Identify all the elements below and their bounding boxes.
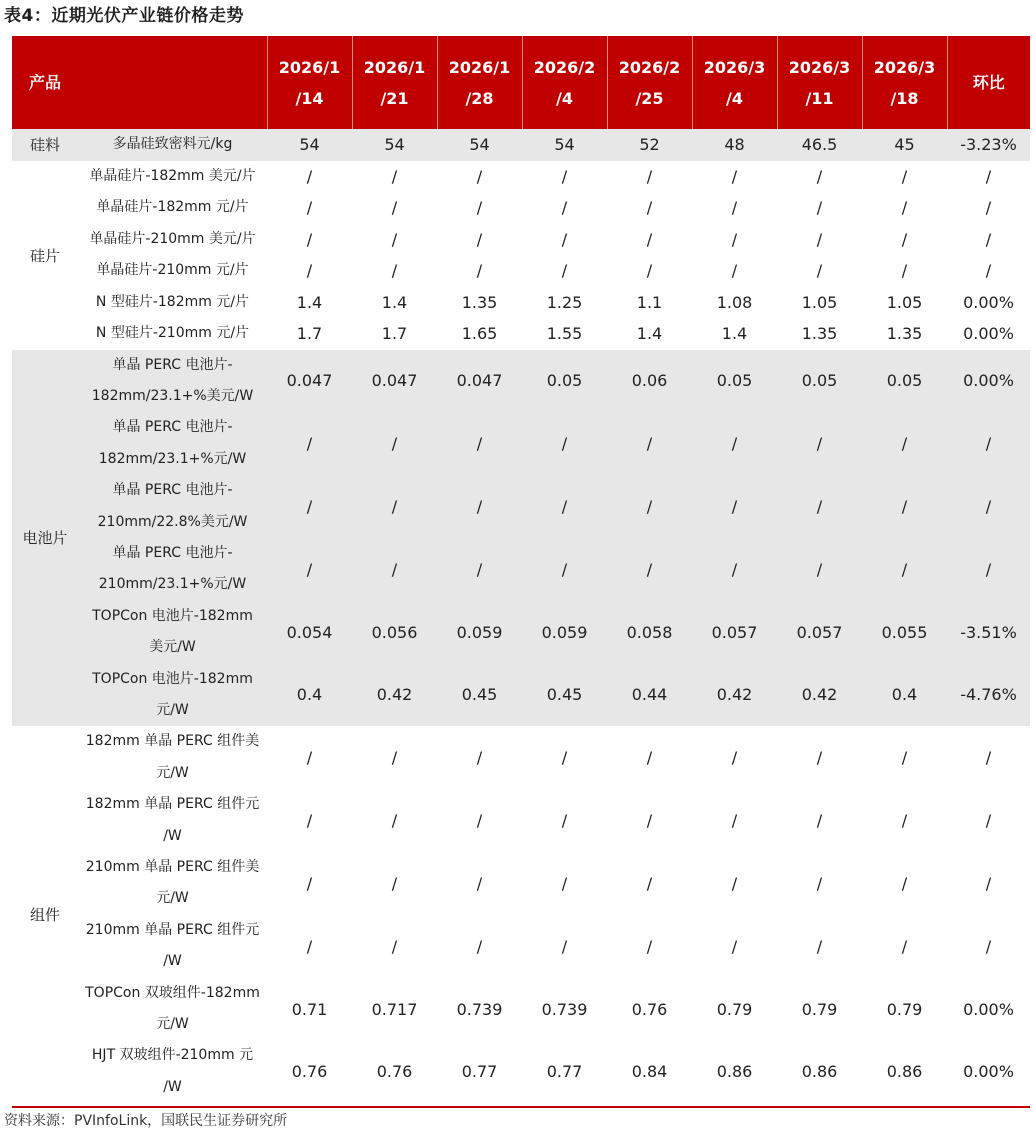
price-cell: 1.1 <box>607 287 692 319</box>
price-cell: 0.79 <box>777 978 862 1041</box>
price-cell: / <box>692 538 777 601</box>
change-cell: 0.00% <box>947 978 1030 1041</box>
product-line: TOPCon 电池片-182mm <box>92 607 253 624</box>
product-cell <box>78 915 267 978</box>
price-cell: / <box>692 789 777 852</box>
table-row <box>12 161 1030 193</box>
price-cell: / <box>352 852 437 915</box>
header-date-line: /21 <box>380 88 409 108</box>
price-cell: / <box>437 852 522 915</box>
table-row <box>12 601 1030 664</box>
price-cell: / <box>437 192 522 224</box>
product-line: 单晶硅片-182mm 美元/片 <box>89 167 256 184</box>
price-cell: / <box>267 789 352 852</box>
header-date <box>437 36 522 129</box>
price-cell: / <box>862 224 947 256</box>
change-cell: / <box>947 789 1030 852</box>
product-cell <box>78 1040 267 1103</box>
price-cell: 1.55 <box>522 318 607 350</box>
price-cell: 0.76 <box>267 1040 352 1103</box>
price-cell: / <box>692 726 777 789</box>
product-line: 182mm/23.1+%美元/W <box>91 387 254 404</box>
price-cell: / <box>437 789 522 852</box>
product-line: N 型硅片-182mm 元/片 <box>95 293 250 310</box>
product-line: 182mm 单晶 PERC 组件美 <box>85 733 260 750</box>
price-cell: / <box>522 192 607 224</box>
product-cell <box>78 192 267 224</box>
price-cell: / <box>267 255 352 287</box>
product-cell <box>78 978 267 1041</box>
product-line: 210mm/22.8%美元/W <box>97 513 248 530</box>
product-line: 单晶硅片-210mm 元/片 <box>96 262 249 279</box>
table-row <box>12 287 1030 319</box>
price-cell: / <box>692 224 777 256</box>
product-cell <box>78 601 267 664</box>
price-cell: 0.77 <box>437 1040 522 1103</box>
product-line: TOPCon 双玻组件-182mm <box>85 984 260 1001</box>
change-cell: / <box>947 192 1030 224</box>
price-cell: / <box>267 538 352 601</box>
price-cell: / <box>352 224 437 256</box>
product-cell <box>78 412 267 475</box>
price-cell: 52 <box>607 129 692 161</box>
product-cell <box>78 664 267 727</box>
table-row <box>12 224 1030 256</box>
price-cell: 48 <box>692 129 777 161</box>
product-line: 210mm 单晶 PERC 组件美 <box>85 859 260 875</box>
category-cell: 硅片 <box>12 161 78 350</box>
price-cell: 0.4 <box>267 664 352 727</box>
price-cell: / <box>862 915 947 978</box>
product-cell <box>78 129 267 161</box>
product-line: 210mm 单晶 PERC 组件元 <box>85 921 260 938</box>
header-date <box>692 36 777 129</box>
header-date-line: 2026/3 <box>703 57 766 77</box>
product-line: 182mm 单晶 PERC 组件元 <box>85 796 260 813</box>
price-cell: 1.35 <box>777 318 862 350</box>
change-cell: 0.00% <box>947 287 1030 319</box>
price-cell: 0.05 <box>777 350 862 413</box>
price-cell: / <box>862 726 947 789</box>
price-cell: 0.057 <box>777 601 862 664</box>
price-cell: / <box>522 475 607 538</box>
price-cell: 0.76 <box>607 978 692 1041</box>
group-section <box>12 161 1030 350</box>
product-line: 元/W <box>156 701 189 718</box>
price-cell: / <box>352 726 437 789</box>
price-cell: / <box>777 161 862 193</box>
price-cell: 0.05 <box>692 350 777 413</box>
price-cell: / <box>692 915 777 978</box>
category-cell: 组件 <box>12 726 78 1103</box>
price-cell: / <box>777 224 862 256</box>
table-row <box>12 350 1030 413</box>
product-line: 单晶 PERC 电池片- <box>112 356 233 373</box>
price-cell: 0.739 <box>522 978 607 1041</box>
product-line: /W <box>163 827 182 844</box>
price-cell: / <box>607 726 692 789</box>
header-date <box>522 36 607 129</box>
price-cell: 0.05 <box>522 350 607 413</box>
price-cell: / <box>522 726 607 789</box>
header-date-line: 2026/3 <box>873 57 936 77</box>
header-date-line: 2026/1 <box>363 57 426 77</box>
price-cell: 0.059 <box>522 601 607 664</box>
price-cell: 0.059 <box>437 601 522 664</box>
price-cell: 46.5 <box>777 129 862 161</box>
header-date-line: 2026/1 <box>448 57 511 77</box>
product-line: TOPCon 电池片-182mm <box>92 670 253 687</box>
price-cell: / <box>522 789 607 852</box>
price-cell: / <box>607 475 692 538</box>
price-cell: 0.71 <box>267 978 352 1041</box>
price-cell: / <box>352 475 437 538</box>
header-change: 环比 <box>947 36 1030 129</box>
price-cell: 0.44 <box>607 664 692 727</box>
price-cell: 1.7 <box>352 318 437 350</box>
price-cell: / <box>862 255 947 287</box>
price-cell: / <box>352 915 437 978</box>
price-cell: 0.79 <box>862 978 947 1041</box>
price-cell: / <box>607 255 692 287</box>
price-cell: 1.08 <box>692 287 777 319</box>
change-cell: -3.23% <box>947 129 1030 161</box>
price-cell: 0.047 <box>437 350 522 413</box>
price-cell: 0.42 <box>777 664 862 727</box>
change-cell: / <box>947 412 1030 475</box>
product-cell <box>78 224 267 256</box>
product-line: 单晶 PERC 电池片- <box>112 544 233 561</box>
change-cell: / <box>947 915 1030 978</box>
price-cell: / <box>522 412 607 475</box>
group-section <box>12 129 1030 161</box>
price-cell: 1.65 <box>437 318 522 350</box>
header-date-line: 2026/1 <box>278 57 341 77</box>
price-cell: / <box>267 915 352 978</box>
table-row <box>12 852 1030 915</box>
change-cell: 0.00% <box>947 350 1030 413</box>
header-blank <box>78 36 267 129</box>
price-cell: 0.055 <box>862 601 947 664</box>
price-cell: / <box>437 224 522 256</box>
product-cell <box>78 852 267 915</box>
price-cell: 54 <box>522 129 607 161</box>
table-row <box>12 318 1030 350</box>
product-line: 美元/W <box>149 639 196 656</box>
table-row <box>12 915 1030 978</box>
change-cell: / <box>947 475 1030 538</box>
price-cell: / <box>607 412 692 475</box>
product-line: 单晶硅片-182mm 元/片 <box>96 199 249 216</box>
price-cell: 1.7 <box>267 318 352 350</box>
price-cell: 45 <box>862 129 947 161</box>
price-cell: / <box>607 915 692 978</box>
table-row <box>12 475 1030 538</box>
product-line: 元/W <box>156 1016 189 1033</box>
product-cell <box>78 726 267 789</box>
table-row <box>12 789 1030 852</box>
price-cell: / <box>777 412 862 475</box>
price-cell: 0.77 <box>522 1040 607 1103</box>
change-cell: -3.51% <box>947 601 1030 664</box>
price-cell: / <box>607 789 692 852</box>
price-cell: / <box>352 412 437 475</box>
price-cell: / <box>692 475 777 538</box>
product-line: N 型硅片-210mm 元/片 <box>95 325 250 342</box>
price-cell: 0.047 <box>267 350 352 413</box>
price-cell: 1.05 <box>777 287 862 319</box>
price-cell: / <box>607 161 692 193</box>
price-cell: / <box>522 852 607 915</box>
price-cell: 0.047 <box>352 350 437 413</box>
price-cell: / <box>777 726 862 789</box>
price-cell: / <box>692 852 777 915</box>
header-date-line: /28 <box>465 88 494 108</box>
price-cell: / <box>352 789 437 852</box>
change-cell: 0.00% <box>947 318 1030 350</box>
category-cell: 电池片 <box>12 350 78 727</box>
price-cell: / <box>607 192 692 224</box>
product-line: /W <box>163 1078 182 1095</box>
price-cell: 1.4 <box>352 287 437 319</box>
group-section <box>12 350 1030 727</box>
price-cell: / <box>522 224 607 256</box>
price-cell: 1.05 <box>862 287 947 319</box>
price-cell: 0.057 <box>692 601 777 664</box>
product-cell <box>78 789 267 852</box>
category-cell: 硅料 <box>12 129 78 161</box>
price-cell: / <box>437 538 522 601</box>
price-cell: / <box>522 538 607 601</box>
table-row <box>12 664 1030 727</box>
price-cell: / <box>267 475 352 538</box>
product-cell <box>78 287 267 319</box>
table-row <box>12 192 1030 224</box>
change-cell: 0.00% <box>947 1040 1030 1103</box>
price-cell: 0.86 <box>692 1040 777 1103</box>
product-cell <box>78 255 267 287</box>
header-date-line: /11 <box>805 88 834 108</box>
change-cell: / <box>947 538 1030 601</box>
header-row <box>12 36 1030 129</box>
product-line: 元/W <box>156 890 189 907</box>
table-row <box>12 255 1030 287</box>
price-cell: 0.054 <box>267 601 352 664</box>
price-cell: 1.25 <box>522 287 607 319</box>
price-cell: 1.35 <box>862 318 947 350</box>
product-line: 单晶 PERC 电池片- <box>112 482 233 499</box>
price-cell: / <box>777 915 862 978</box>
price-cell: 54 <box>437 129 522 161</box>
header-date-line: /14 <box>295 88 324 108</box>
table-row <box>12 412 1030 475</box>
source-note: 资料来源：PVInfoLink，国联民生证券研究所 <box>4 1113 288 1129</box>
price-cell: / <box>862 161 947 193</box>
product-line: 182mm/23.1+%元/W <box>98 450 247 467</box>
price-cell: / <box>607 224 692 256</box>
change-cell: / <box>947 224 1030 256</box>
price-cell: 1.35 <box>437 287 522 319</box>
header-date-line: 2026/3 <box>788 57 851 77</box>
price-cell: / <box>862 475 947 538</box>
price-cell: 0.42 <box>692 664 777 727</box>
price-cell: 0.058 <box>607 601 692 664</box>
header-date-line: /25 <box>635 88 664 108</box>
product-line: /W <box>163 953 182 970</box>
price-cell: 0.717 <box>352 978 437 1041</box>
product-line: HJT 双玻组件-210mm 元 <box>91 1047 254 1064</box>
product-cell <box>78 318 267 350</box>
price-cell: 0.739 <box>437 978 522 1041</box>
price-cell: 0.05 <box>862 350 947 413</box>
price-cell: 0.86 <box>862 1040 947 1103</box>
product-cell <box>78 350 267 413</box>
price-cell: / <box>352 255 437 287</box>
price-cell: / <box>777 475 862 538</box>
price-cell: 1.4 <box>692 318 777 350</box>
price-cell: / <box>267 161 352 193</box>
price-cell: 0.86 <box>777 1040 862 1103</box>
price-cell: / <box>777 852 862 915</box>
price-cell: 0.79 <box>692 978 777 1041</box>
table-row <box>12 538 1030 601</box>
price-cell: / <box>607 852 692 915</box>
price-cell: / <box>267 852 352 915</box>
product-cell <box>78 161 267 193</box>
price-cell: 1.4 <box>607 318 692 350</box>
header-date-line: /18 <box>890 88 919 108</box>
product-cell <box>78 475 267 538</box>
price-cell: / <box>692 192 777 224</box>
price-cell: / <box>777 789 862 852</box>
price-cell: 0.42 <box>352 664 437 727</box>
price-cell: 0.76 <box>352 1040 437 1103</box>
price-table <box>12 36 1030 1103</box>
header-date <box>352 36 437 129</box>
price-cell: 54 <box>267 129 352 161</box>
change-cell: / <box>947 726 1030 789</box>
price-cell: / <box>522 255 607 287</box>
price-cell: / <box>862 789 947 852</box>
price-cell: / <box>267 412 352 475</box>
change-cell: / <box>947 852 1030 915</box>
header-date <box>777 36 862 129</box>
change-cell: -4.76% <box>947 664 1030 727</box>
price-cell: / <box>437 915 522 978</box>
price-cell: / <box>862 412 947 475</box>
price-cell: 1.4 <box>267 287 352 319</box>
price-cell: 54 <box>352 129 437 161</box>
price-cell: / <box>437 161 522 193</box>
price-cell: / <box>437 726 522 789</box>
price-cell: 0.45 <box>437 664 522 727</box>
price-cell: / <box>692 255 777 287</box>
price-cell: 0.4 <box>862 664 947 727</box>
price-cell: / <box>267 726 352 789</box>
table-row <box>12 1040 1030 1103</box>
price-cell: / <box>352 538 437 601</box>
header-date <box>862 36 947 129</box>
bottom-rule <box>12 1106 1030 1108</box>
header-date-line: 2026/2 <box>533 57 596 77</box>
table-row <box>12 978 1030 1041</box>
price-cell: / <box>267 224 352 256</box>
price-cell: / <box>862 192 947 224</box>
product-line: 单晶 PERC 电池片- <box>112 419 233 436</box>
table-row <box>12 726 1030 789</box>
price-cell: 0.06 <box>607 350 692 413</box>
price-cell: / <box>352 161 437 193</box>
header-date <box>267 36 352 129</box>
price-cell: / <box>352 192 437 224</box>
price-cell: / <box>692 412 777 475</box>
header-product: 产品 <box>12 36 78 129</box>
product-line: 元/W <box>156 764 189 781</box>
price-cell: / <box>777 538 862 601</box>
table-row <box>12 129 1030 161</box>
price-cell: / <box>267 192 352 224</box>
header-date-line: 2026/2 <box>618 57 681 77</box>
header-date-line: /4 <box>556 88 573 108</box>
price-cell: 0.84 <box>607 1040 692 1103</box>
product-line: 多晶硅致密料元/kg <box>112 136 233 153</box>
price-cell: / <box>777 192 862 224</box>
price-cell: 0.45 <box>522 664 607 727</box>
price-cell: / <box>777 255 862 287</box>
price-cell: / <box>437 255 522 287</box>
price-cell: / <box>522 161 607 193</box>
header-date <box>607 36 692 129</box>
price-cell: / <box>862 538 947 601</box>
price-cell: / <box>437 412 522 475</box>
price-cell: 0.056 <box>352 601 437 664</box>
price-cell: / <box>607 538 692 601</box>
price-cell: / <box>862 852 947 915</box>
header-date-line: /4 <box>726 88 743 108</box>
change-cell: / <box>947 161 1030 193</box>
product-line: 210mm/23.1+%元/W <box>98 576 247 593</box>
price-cell: / <box>692 161 777 193</box>
table-title: 表4：近期光伏产业链价格走势 <box>4 6 244 26</box>
change-cell: / <box>947 255 1030 287</box>
group-section <box>12 726 1030 1103</box>
price-cell: / <box>522 915 607 978</box>
product-cell <box>78 538 267 601</box>
product-line: 单晶硅片-210mm 美元/片 <box>89 230 256 247</box>
price-cell: / <box>437 475 522 538</box>
